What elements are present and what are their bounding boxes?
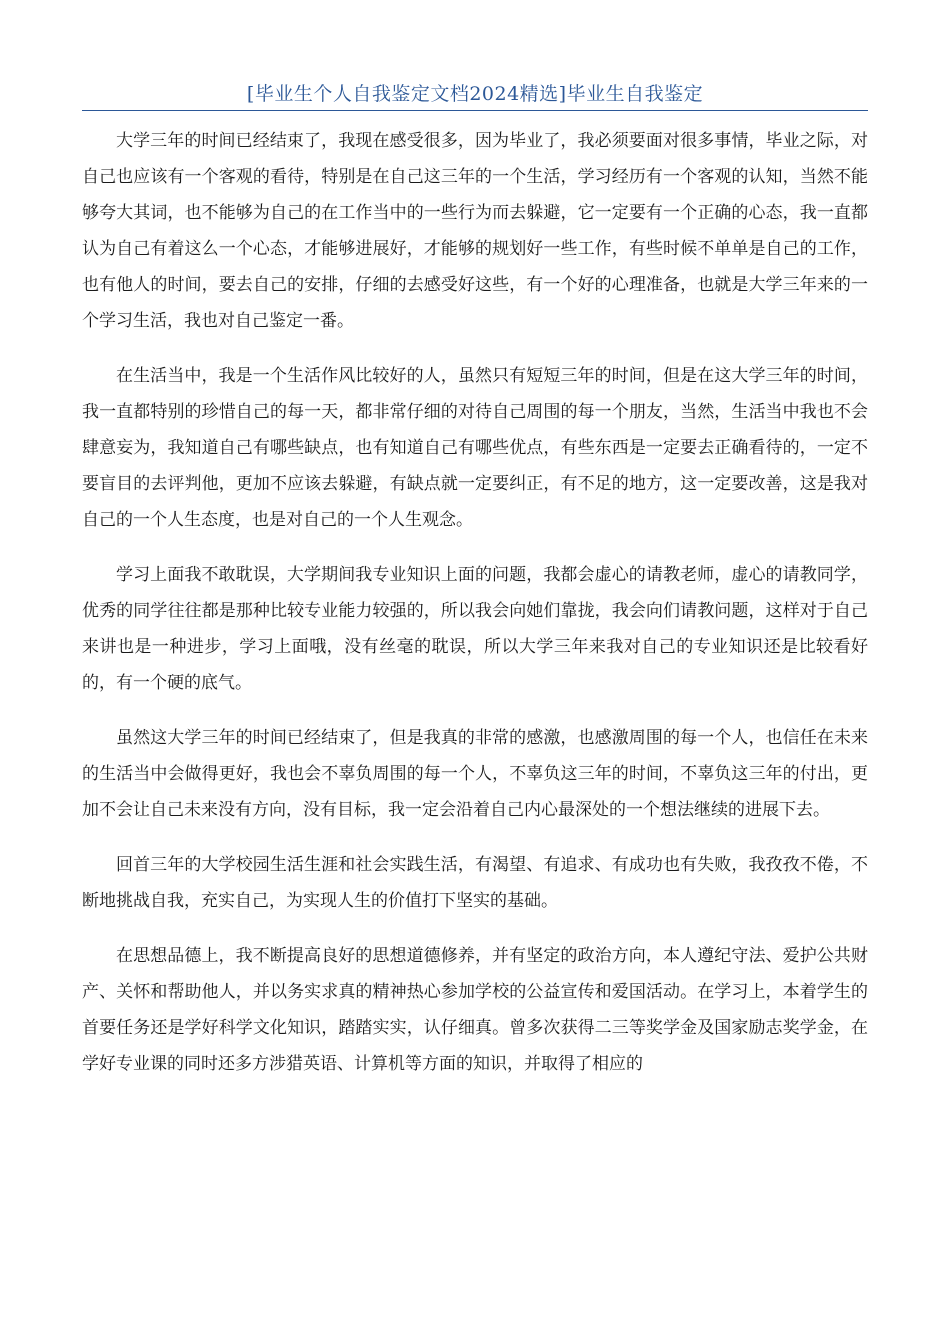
paragraph-1: 大学三年的时间已经结束了，我现在感受很多，因为毕业了，我必须要面对很多事情，毕业之际，对自己也应该有一个客观的看待，特别是在自己这三年的一个生活，学习经历有一个客观的认知，当然不能够夸大其词，也不能够为自己的在工作当中的一些行为而去躲避，它一定要有一个正确的心态，我一直都认为自己有着这么一个心态，才能够进展好，才能够的规划好一些工作，有些时候不单单是自己的工作，也有他人的时间，要去自己的安排，仔细的去感受好这些，有一个好的心理准备，也就是大学三年来的一个学习生活，我也对自己鉴定一番。 bbox=[82, 131, 868, 331]
page-header bbox=[82, 80, 868, 111]
paragraph-6: 在思想品德上，我不断提高良好的思想道德修养，并有坚定的政治方向，本人遵纪守法、爱护公共财产、关怀和帮助他人，并以务实求真的精神热心参加学校的公益宣传和爱国活动。在学习上，本着学生的首要任务还是学好科学文化知识，踏踏实实，认仔细真。曾多次获得二三等奖学金及国家励志奖学金，在学好专业课的同时还多方涉猎英语、计算机等方面的知识，并取得了相应的 bbox=[82, 946, 868, 1074]
header-divider bbox=[82, 110, 868, 111]
page-title: [毕业生个人自我鉴定文档2024精选]毕业生自我鉴定 bbox=[246, 83, 704, 105]
paragraph-2: 在生活当中，我是一个生活作风比较好的人，虽然只有短短三年的时间，但是在这大学三年的时间，我一直都特别的珍惜自己的每一天，都非常仔细的对待自己周围的每一个朋友，当然，生活当中我也不会肆意妄为，我知道自己有哪些缺点，也有知道自己有哪些优点，有些东西是一定要去正确看待的，一定不要盲目的去评判他，更加不应该去躲避，有缺点就一定要纠正，有不足的地方，这一定要改善，这是我对自己的一个人生态度，也是对自己的一个人生观念。 bbox=[82, 366, 868, 530]
paragraph-5: 回首三年的大学校园生活生涯和社会实践生活，有渴望、有追求、有成功也有失败，我孜孜不倦，不断地挑战自我，充实自己，为实现人生的价值打下坚实的基础。 bbox=[82, 855, 868, 911]
paragraph-4: 虽然这大学三年的时间已经结束了，但是我真的非常的感激，也感激周围的每一个人，也信任在未来的生活当中会做得更好，我也会不辜负周围的每一个人，不辜负这三年的时间，不辜负这三年的付出，更加不会让自己未来没有方向，没有目标，我一定会沿着自己内心最深处的一个想法继续的进展下去。 bbox=[82, 728, 868, 820]
document-body bbox=[82, 123, 868, 1101]
paragraph-3: 学习上面我不敢耽误，大学期间我专业知识上面的问题，我都会虚心的请教老师，虚心的请教同学，优秀的同学往往都是那种比较专业能力较强的，所以我会向她们靠拢，我会向们请教问题，这样对于自己来讲也是一种进步，学习上面哦，没有丝毫的耽误，所以大学三年来我对自己的专业知识还是比较看好的，有一个硬的底气。 bbox=[82, 565, 868, 693]
